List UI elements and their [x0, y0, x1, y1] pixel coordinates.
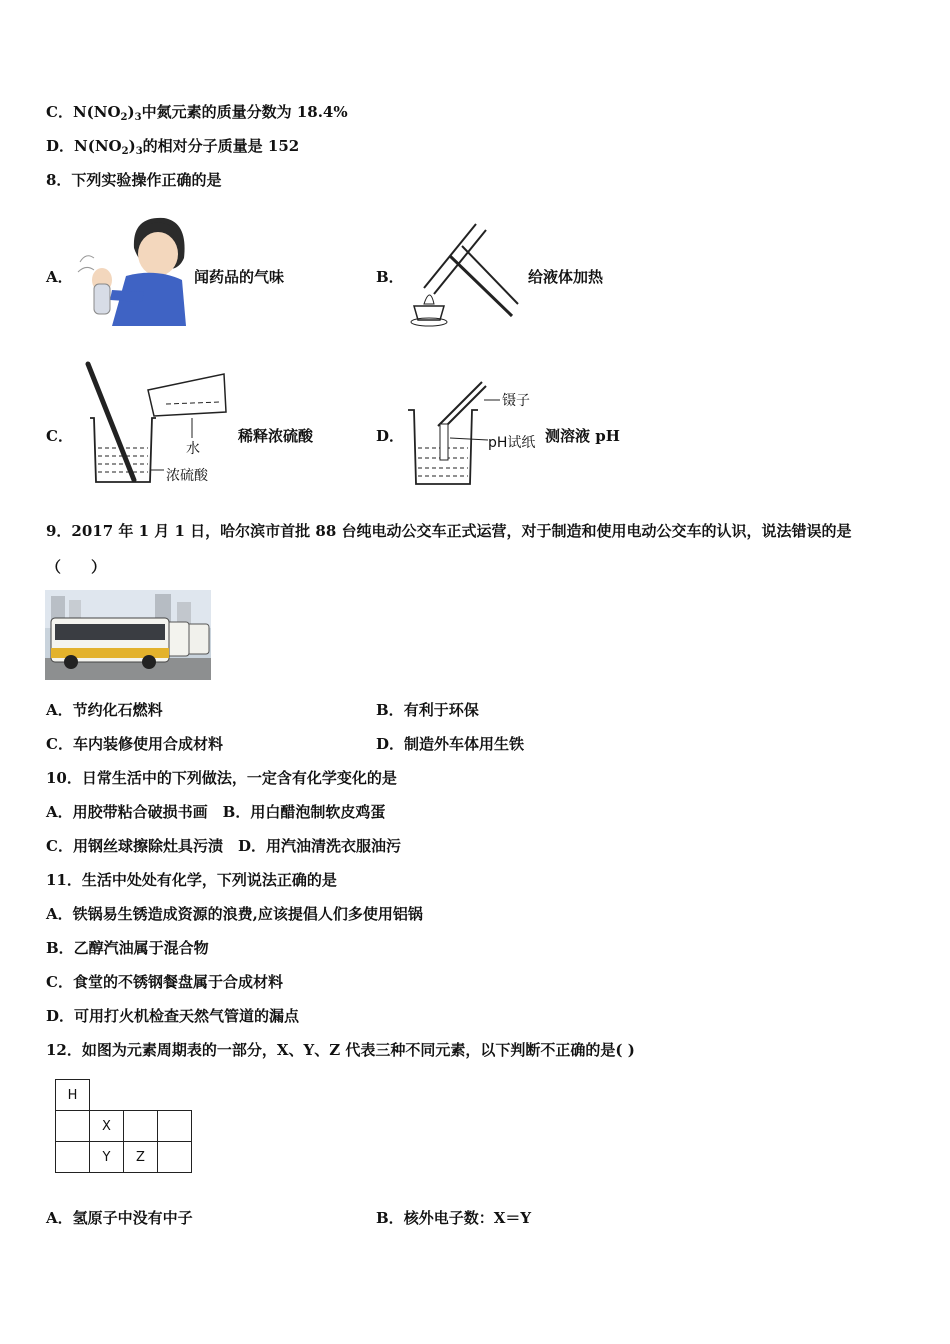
q11-option-b: B．乙醇汽油属于混合物: [46, 939, 209, 957]
heating-figure: [400, 216, 525, 328]
cell-z: Z: [124, 1142, 158, 1173]
tweezers-label: 镊子: [502, 393, 530, 409]
q9-option-a: A．节约化石燃料: [46, 701, 163, 719]
q11-option-d: D．可用打火机检查天然气管道的漏点: [46, 1007, 300, 1025]
q11-stem: 11．生活中处处有化学，下列说法正确的是: [46, 871, 337, 889]
cell-x: X: [90, 1111, 124, 1142]
q11-option-a: A．铁锅易生锈造成资源的浪费,应该提倡人们多使用铝锅: [46, 905, 423, 923]
q9-option-b: B．有利于环保: [376, 701, 479, 719]
q7-option-d: D．$N(NO_2)_3$的相对分子质量是 152: [46, 137, 300, 157]
q8-option-d-label: D．: [376, 427, 405, 445]
q8-option-d-caption: 测溶液 pH: [545, 427, 620, 445]
smell-figure: [72, 210, 190, 328]
q8-stem: 8．下列实验操作正确的是: [46, 171, 222, 189]
q8-option-a-label: A．: [46, 268, 73, 286]
q8-option-c-label: C．: [46, 427, 73, 445]
q8-option-c-caption: 稀释浓硫酸: [238, 427, 314, 445]
q12-option-b: B．核外电子数：X＝Y: [376, 1209, 532, 1227]
q9-blank: （ ）: [46, 558, 107, 576]
q9-option-d: D．制造外车体用生铁: [376, 735, 525, 753]
q12-option-a: A．氢原子中没有中子: [46, 1209, 193, 1227]
acid-label: 浓硫酸: [166, 468, 208, 484]
q9-option-c: C．车内装修使用合成材料: [46, 735, 223, 753]
water-label: 水: [186, 441, 200, 457]
q8-option-a-caption: 闻药品的气味: [194, 268, 285, 286]
periodic-table-fragment: [55, 1079, 192, 1173]
q12-stem: 12．如图为元素周期表的一部分，X、Y、Z 代表三种不同元素，以下判断不正确的是( ): [46, 1041, 635, 1059]
q9-stem: 9．2017 年 1 月 1 日，哈尔滨市首批 88 台纯电动公交车正式运营，对于制造和使用电动公交车的认识，说法错误的是: [46, 522, 852, 540]
bus-photo: [45, 590, 211, 680]
q11-option-c: C．食堂的不锈钢餐盘属于合成材料: [46, 973, 283, 991]
q10-stem: 10．日常生活中的下列做法，一定含有化学变化的是: [46, 769, 397, 787]
q10-options-row1: A．用胶带粘合破损书画 B．用白醋泡制软皮鸡蛋: [46, 803, 386, 821]
q10-options-row2: C．用钢丝球擦除灶具污渍 D．用汽油清洗衣服油污: [46, 837, 401, 855]
ph-paper-label: pH试纸: [488, 435, 536, 451]
dilute-acid-figure: [80, 360, 232, 488]
q7-option-c: C．$N(NO_2)_3$中氮元素的质量分数为 18.4%: [46, 103, 348, 123]
q8-option-b-label: B．: [376, 268, 404, 286]
cell-h: H: [56, 1080, 90, 1111]
cell-y: Y: [90, 1142, 124, 1173]
q8-option-b-caption: 给液体加热: [528, 268, 604, 286]
